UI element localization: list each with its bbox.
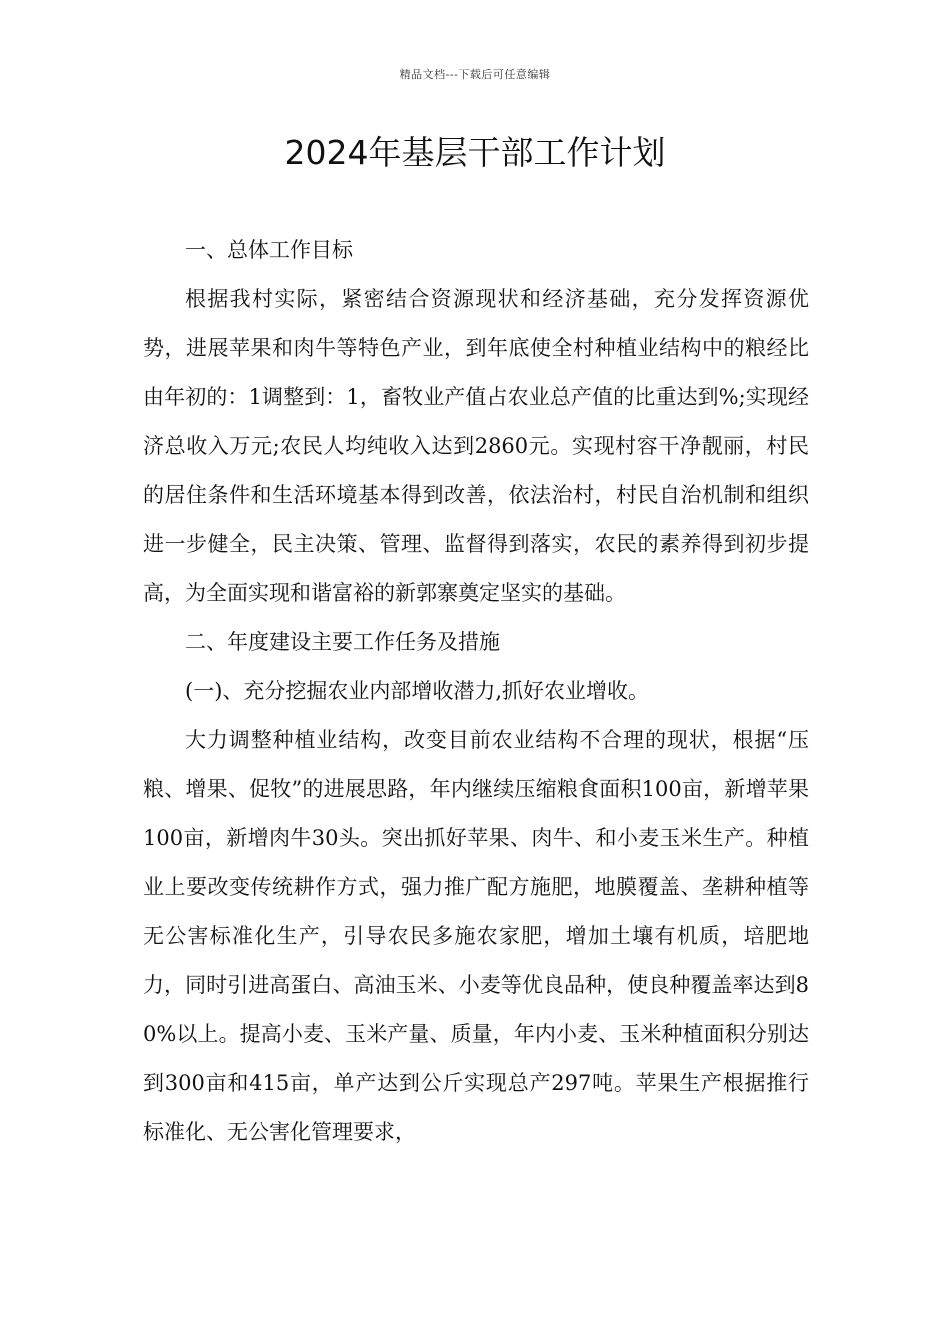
header-note: 精品文档---下载后可任意编辑 — [399, 68, 551, 81]
body-paragraph-2: 大力调整种植业结构，改变目前农业结构不合理的现状，根据“压粮、增果、促牧”的进展思路，年内继续压缩粮食面积100亩，新增苹果100亩，新增肉牛30头。突出抓好苹果、肉牛、和小麦玉米生产。种植业上要改变传统耕作方式，强力推广配方施肥，地膜覆盖、垄耕种植等无公害标准化生产，引导农民多施农家肥，增加土壤有机质，培肥地力，同时引进高蛋白、高油玉米、小麦等优良品种，使良种覆盖率达到80%以上。提高小麦、玉米产量、质量，年内小麦、玉米种植面积分别达到300亩和415亩，单产达到公斤实现总产297吨。苹果生产根据推行标准化、无公害化管理要求， — [143, 728, 809, 1144]
subsection-heading-1: (一)、充分挖掘农业内部增收潜力,抓好农业增收。 — [185, 679, 650, 703]
document-body — [143, 226, 809, 1157]
section-heading-2: 二、年度建设主要工作任务及措施 — [185, 630, 500, 654]
section-heading-1: 一、总体工作目标 — [185, 238, 353, 262]
body-paragraph-1: 根据我村实际，紧密结合资源现状和经济基础，充分发挥资源优势，进展苹果和肉牛等特色产业，到年底使全村种植业结构中的粮经比由年初的：1调整到：1，畜牧业产值占农业总产值的比重达到%;实现经济总收入万元;农民人均纯收入达到2860元。实现村容干净靓丽，村民的居住条件和生活环境基本得到改善，依法治村，村民自治机制和组织进一步健全，民主决策、管理、监督得到落实，农民的素养得到初步提高，为全面实现和谐富裕的新郭寨奠定坚实的基础。 — [143, 287, 809, 605]
document-title: 2024年基层干部工作计划 — [284, 133, 666, 172]
